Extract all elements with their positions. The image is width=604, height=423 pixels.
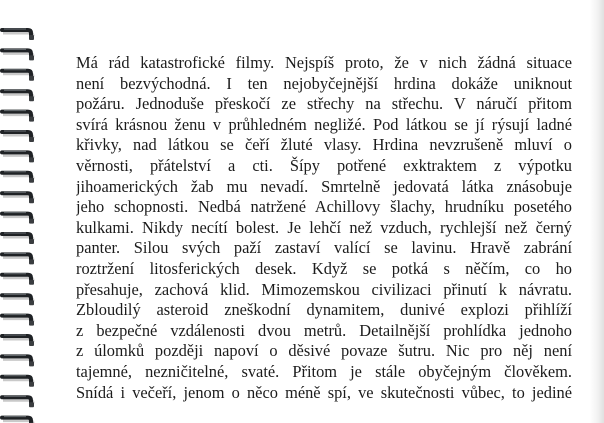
body-text xyxy=(76,53,572,403)
spiral-ring xyxy=(2,233,34,244)
text-line: přesahuje, zachová klid. Mimozemskou civilizaci přinutí k návratu. xyxy=(76,279,572,299)
text-line: kulkami. Nikdy necítí bolest. Je lehčí než vzduch, rychlejší než černý xyxy=(76,217,572,237)
text-line: z úlomků později napoví o děsivé povaze šutru. Nic pro něj není xyxy=(76,341,572,361)
spiral-ring xyxy=(2,70,34,81)
text-line: panter. Silou svých paží zastaví valící se lavinu. Hravě zabrání xyxy=(76,238,572,258)
spiral-ring xyxy=(2,417,34,423)
text-line: Má rád katastrofické filmy. Nejspíš proto, že v nich žádná situace xyxy=(76,53,572,72)
spiral-ring xyxy=(2,29,34,40)
spiral-ring xyxy=(2,90,34,101)
spiral-ring xyxy=(2,131,34,142)
spiral-ring xyxy=(2,274,34,285)
text-line: jihoamerických žab mu nevadí. Smrtelně jedovatá látka znásobuje xyxy=(76,176,572,196)
spiral-ring xyxy=(2,213,34,224)
spiral-ring xyxy=(2,49,34,60)
spiral-ring xyxy=(2,192,34,203)
spiral-ring xyxy=(2,315,34,326)
page-edge-shadow xyxy=(590,0,604,423)
text-line: roztržení litosferických desek. Když se potká s něčím, co ho xyxy=(76,258,572,278)
text-line: Snídá i večeří, jenom o něco méně spí, ve skutečnosti vůbec, to jediné xyxy=(76,382,572,402)
text-line: tajemné, nezničitelné, svaté. Přitom je stále obyčejným člověkem. xyxy=(76,361,572,381)
text-line: z bezpečné vzdálenosti dvou metrů. Detailnější prohlídka jednoho xyxy=(76,320,572,340)
spiral-ring xyxy=(2,396,34,407)
spiral-ring xyxy=(2,376,34,387)
text-line: věrnosti, přátelství a cti. Šípy potřené exktraktem z výpotku xyxy=(76,155,572,175)
spiral-binding-rings xyxy=(0,0,40,423)
text-line: požáru. Jednoduše přeskočí ze střechy na střechu. V náručí přitom xyxy=(76,94,572,114)
text-line: Zbloudilý asteroid zneškodní dynamitem, dunivé explozi přihlíží xyxy=(76,300,572,320)
spiral-ring xyxy=(2,253,34,264)
spiral-ring xyxy=(2,355,34,366)
spiral-ring xyxy=(2,111,34,122)
spiral-ring xyxy=(2,172,34,183)
text-line: svírá krásnou ženu v průhledném negližé. Pod látkou se jí rýsují ladné xyxy=(76,114,572,134)
text-line: křivky, nad látkou se čeří žluté vlasy. Hrdina nevzrušeně mluví o xyxy=(76,135,572,155)
spiral-binding xyxy=(0,0,40,423)
spiral-ring xyxy=(2,335,34,346)
spiral-ring xyxy=(2,294,34,305)
text-line: není bezvýchodná. I ten nejobyčejnější hrdina dokáže uniknout xyxy=(76,73,572,93)
spiral-ring xyxy=(2,151,34,162)
text-line: jeho schopnosti. Nedbá natržené Achillovy šlachy, hrudníku posetého xyxy=(76,197,572,217)
